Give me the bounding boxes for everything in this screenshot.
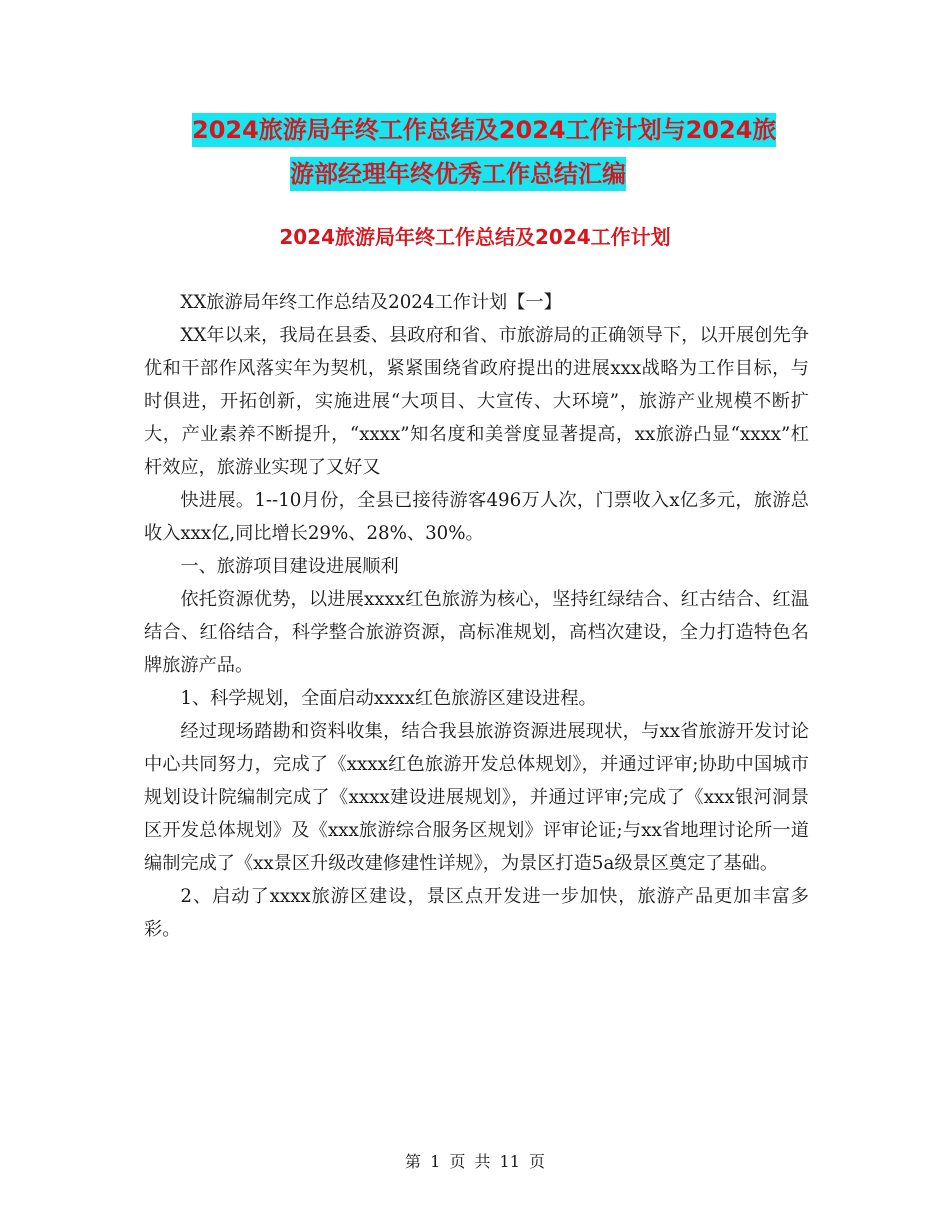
paragraph-heading: XX旅游局年终工作总结及2024工作计划【一】 [180,292,562,313]
section-title: 2024旅游局年终工作总结及2024工作计划 [279,225,671,249]
document-body [144,286,809,946]
paragraph: 经过现场踏勘和资料收集，结合我县旅游资源进展现状，与xx省旅游开发讨论中心共同努力，完成了《xxxx红色旅游开发总体规划》，并通过评审;协助中国城市规划设计院编制完成了《xxxx建设进展规划》，并通过评审;完成了《xxx银河洞景区开发总体规划》及《xxx旅游综合服务区规划》评审论证;与xx省地理讨论所一道编制完成了《xx景区升级改建修建性详规》，为景区打造5a级景区奠定了基础。 [144,721,809,874]
paragraph: 快进展。1--10月份，全县已接待游客496万人次，门票收入x亿多元，旅游总收入xxx亿,同比增长29%、28%、30%。 [144,490,809,544]
title-line-1: 2024旅游局年终工作总结及2024工作计划与2024旅 [192,113,776,147]
paragraph: 2、启动了xxxx旅游区建设，景区点开发进一步加快，旅游产品更加丰富多彩。 [144,886,809,940]
paragraph: XX年以来，我局在县委、县政府和省、市旅游局的正确领导下，以开展创先争优和干部作风落实年为契机，紧紧围绕省政府提出的进展xxx战略为工作目标，与时俱进，开拓创新，实施进展“大项目、大宣传、大环境”，旅游产业规模不断扩大，产业素养不断提升，“xxxx”知名度和美誉度显著提高，xx旅游凸显“xxxx”杠杆效应，旅游业实现了又好又 [144,325,809,478]
paragraph: 依托资源优势，以进展xxxx红色旅游为核心，坚持红绿结合、红古结合、红温结合、红俗结合，科学整合旅游资源，高标准规划，高档次建设，全力打造特色名牌旅游产品。 [144,589,809,676]
document-title [140,108,820,196]
paragraph-heading: 一、旅游项目建设进展顺利 [180,556,399,577]
title-line-2: 游部经理年终优秀工作总结汇编 [290,157,626,191]
page-footer: 第 1 页 共 11 页 [405,1152,545,1171]
paragraph-heading: 1、科学规划，全面启动xxxx红色旅游区建设进程。 [180,688,597,709]
